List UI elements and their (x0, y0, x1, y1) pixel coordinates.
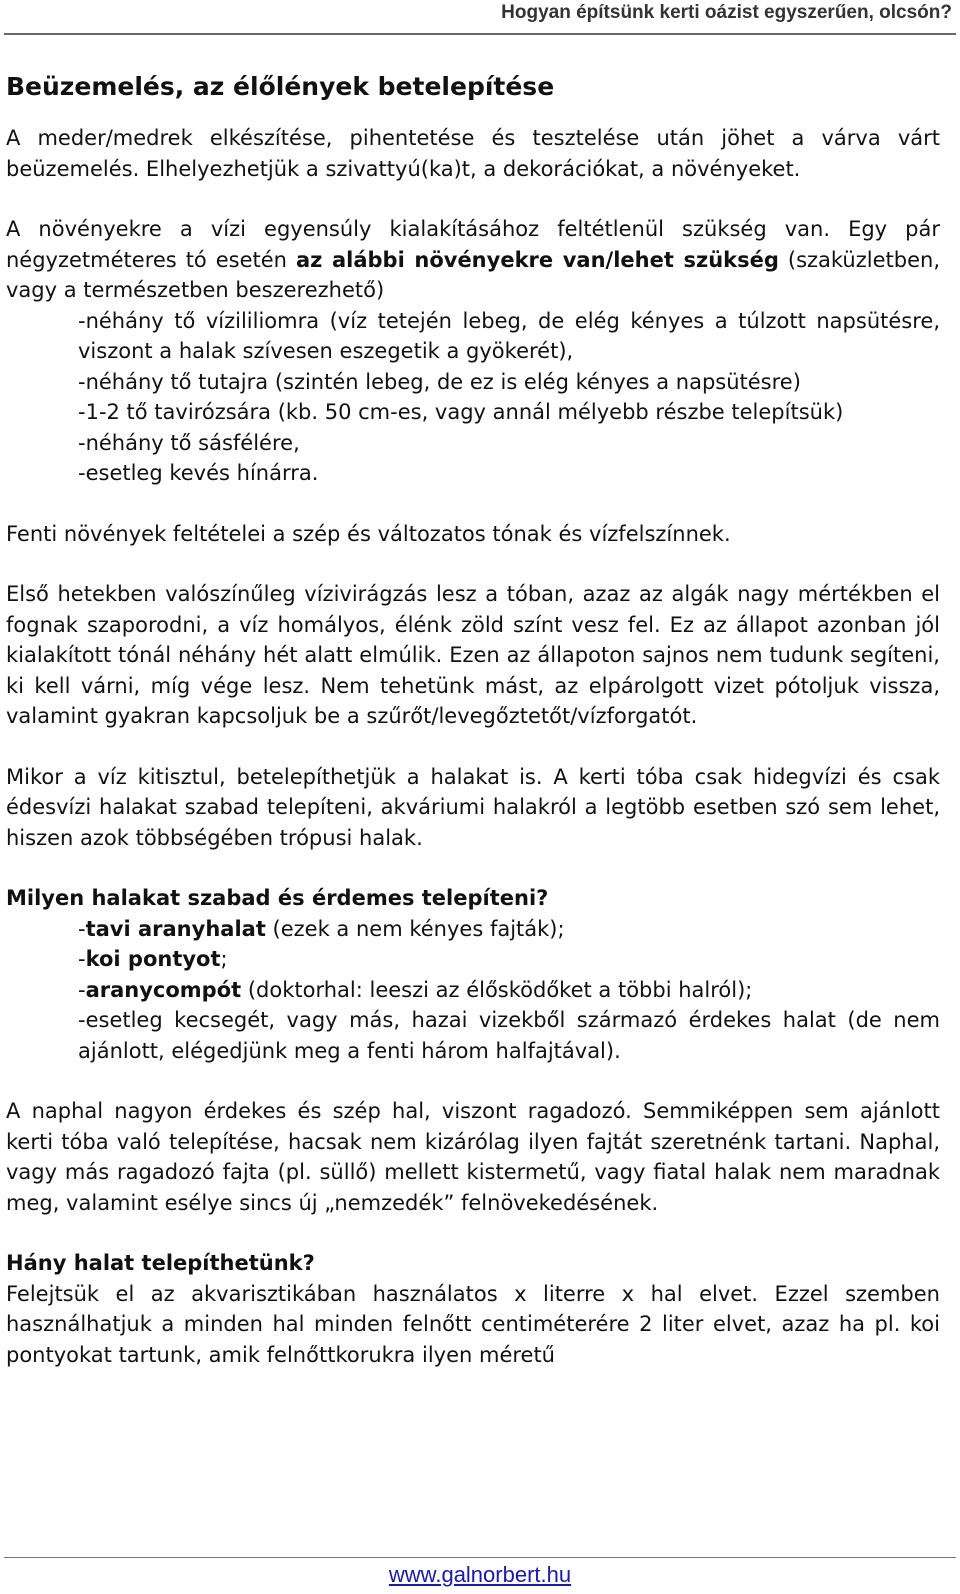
section-heading-setup: Beüzemelés, az élőlények betelepítése (6, 72, 555, 101)
plant-list (6, 306, 940, 489)
paragraph-sunfish: A naphal nagyon érdekes és szép hal, viszont ragadozó. Semmiképpen sem ajánlott kerti tóba való telepítése, hacsak nem kizárólag ilyen fajtát szeretnénk tartani. Naphal, vagy más ragadozó fajta (pl. süllő) mellett kistermetű, vagy fiatal halak nem maradnak meg, valamint esélye sincs új „nemzedék” felnövekedésének. (6, 1099, 940, 1215)
footer-rule (4, 1557, 956, 1558)
paragraph-plants-text: A növényekre a vízi egyensúly kialakításához feltétlenül szükség van. Egy pár négyzetméteres tó esetén (6, 217, 940, 272)
section-heading-which-fish: Milyen halakat szabad és érdemes telepíteni? (6, 886, 549, 910)
list-item: -néhány tő vízililiomra (víz tetején lebeg, de elég kényes a túlzott napsütésre, viszont a halak szívesen eszegetik a gyökerét), (78, 308, 940, 363)
section-heading-how-many: Hány halat telepíthetünk? (6, 1251, 315, 1275)
list-item: -1-2 tő tavirózsára (kb. 50 cm-es, vagy annál mélyebb részbe telepítsük) (78, 400, 844, 424)
paragraph-plants-tail: (szaküzletben, vagy a természetben beszerezhető) (6, 247, 940, 302)
paragraph-conditions: Fenti növények feltételei a szép és változatos tónak és vízfelszínnek. (6, 521, 731, 546)
list-item: -néhány tő sásfélére, (78, 430, 300, 455)
paragraph-fish-intro: Mikor a víz kitisztul, betelepíthetjük a halakat is. A kerti tóba csak hidegvízi és csak édesvízi halakat szabad telepíteni, akváriumi halakról a legtöbb esetben szó sem lehet, hiszen azok többségében trópusi halak. (6, 764, 940, 850)
running-header: Hogyan építsünk kerti oázist egyszerűen, olcsón? (501, 2, 952, 23)
header-rule (4, 33, 956, 35)
footer (0, 1562, 960, 1588)
paragraph-algae: Első hetekben valószínűleg vízivirágzás lesz a tóban, azaz az algák nagy mértékben el fognak szaporodni, a víz homályos, élénk zöld színt vesz fel. Ez az állapot azonban jól kialakított tónál néhány hét alatt elmúlik. Ezen az állapoton sajnos nem tudunk segíteni, ki kell várni, míg vége lesz. Nem tehetünk mást, az elpárolgott vizet pótoljuk vissza, valamint gyakran kapcsoljuk be a szűrőt/levegőztetőt/vízforgatót. (6, 582, 940, 728)
list-item: -koi pontyot; (78, 947, 228, 971)
paragraph-intro: A meder/medrek elkészítése, pihentetése és tesztelése után jöhet a várva várt beüzemelés. Elhelyezhetjük a szivattyú(ka)t, a dekorációkat, a növényeket. (6, 126, 940, 181)
list-item: -néhány tő tutajra (szintén lebeg, de ez is elég kényes a napsütésre) (78, 369, 801, 394)
list-item: -aranycompót (doktorhal: leeszi az élősködőket a többi halról); (78, 977, 753, 1002)
website-link[interactable]: www.galnorbert.hu (388, 1562, 572, 1587)
page-content (6, 71, 940, 1370)
paragraph-plants (6, 214, 940, 306)
plants-emphasis: az alábbi növényekre van/lehet szükség (295, 247, 779, 272)
list-item: -esetleg kecsegét, vagy más, hazai vizekből származó érdekes halat (de nem ajánlott, elégedjünk meg a fenti három halfajtával). (78, 1008, 940, 1063)
list-item: -tavi aranyhalat (ezek a nem kényes fajták); (78, 916, 565, 941)
fish-list (6, 914, 940, 1067)
list-item: -esetleg kevés hínárra. (78, 461, 319, 485)
paragraph-fish-count: Felejtsük el az akvarisztikában használatos x literre x hal elvet. Ezzel szemben használhatjuk a minden hal minden felnőtt centiméterére 2 liter elvet, azaz ha pl. koi pontyokat tartunk, amik felnőttkorukra ilyen méretű (6, 1281, 940, 1367)
